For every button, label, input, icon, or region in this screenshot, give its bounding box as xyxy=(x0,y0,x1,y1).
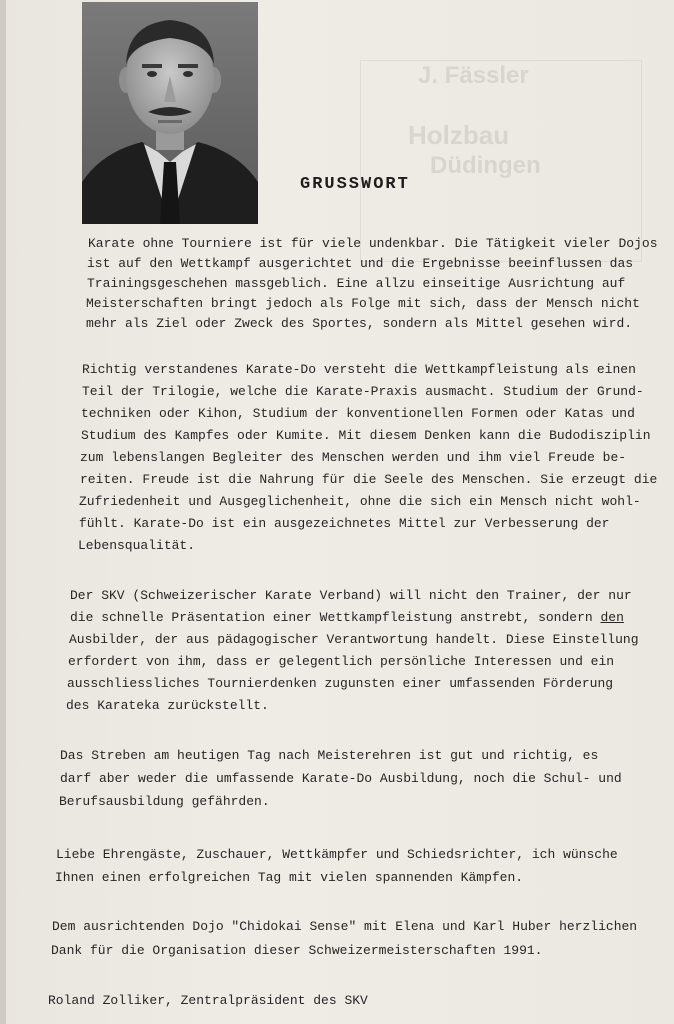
text-line: Der SKV (Schweizerischer Karate Verband) will nicht den Trainer, der nur xyxy=(70,588,632,603)
text-line: ausschliessliches Tournierdenken zugunsten einer umfassenden Förderung xyxy=(67,676,614,691)
text-line: erfordert von ihm, dass er gelegentlich persönliche Interessen und ein xyxy=(68,654,615,669)
text-line: Ausbilder, der aus pädagogischer Verantwortung handelt. Diese Einstellung xyxy=(69,632,639,647)
page-title: GRUSSWORT xyxy=(300,175,410,194)
text-line: Lebensqualität. xyxy=(78,538,196,553)
text-line: Ihnen einen erfolgreichen Tag mit vielen spannenden Kämpfen. xyxy=(55,870,524,885)
bleed-text-1: J. Fässler xyxy=(418,62,529,89)
text-line xyxy=(70,610,624,626)
text-line: Studium des Kampfes oder Kumite. Mit diesem Denken kann die Budodisziplin xyxy=(81,428,651,443)
text-line: reiten. Freude ist die Nahrung für die Seele des Menschen. Sie erzeugt die xyxy=(80,472,658,487)
text-segment: die schnelle Präsentation einer Wettkampfleistung anstrebt, sondern xyxy=(70,610,601,625)
text-line: Trainingsgeschehen massgeblich. Eine allzu einseitige Ausrichtung auf xyxy=(87,276,626,291)
text-line: zum lebenslangen Begleiter des Menschen werden und ihm viel Freude be- xyxy=(80,450,627,465)
text-line: Karate ohne Tourniere ist für viele undenkbar. Die Tätigkeit vieler Dojos xyxy=(88,236,658,251)
text-line: Dank für die Organisation dieser Schweizermeisterschaften 1991. xyxy=(51,943,543,958)
text-line: Liebe Ehrengäste, Zuschauer, Wettkämpfer und Schiedsrichter, ich wünsche xyxy=(56,847,618,862)
text-line: techniken oder Kihon, Studium der konventionellen Formen oder Katas und xyxy=(81,406,635,421)
text-line: ist auf den Wettkampf ausgerichtet und die Ergebnisse beeinflussen das xyxy=(87,256,634,271)
bleed-text-3: Düdingen xyxy=(430,152,541,179)
text-line: Meisterschaften bringt jedoch als Folge mit sich, dass der Mensch nicht xyxy=(86,296,640,311)
text-line: Teil der Trilogie, welche die Karate-Praxis ausmacht. Studium der Grund- xyxy=(82,384,644,399)
text-line: des Karateka zurückstellt. xyxy=(66,698,269,713)
text-line: darf aber weder die umfassende Karate-Do Ausbildung, noch die Schul- und xyxy=(60,771,622,786)
underlined-word: den xyxy=(600,610,624,625)
text-line: Berufsausbildung gefährden. xyxy=(59,794,270,809)
text-line: Das Streben am heutigen Tag nach Meisterehren ist gut und richtig, es xyxy=(60,748,599,763)
signature-line: Roland Zolliker, Zentralpräsident des SKV xyxy=(48,993,368,1008)
text-line: Zufriedenheit und Ausgeglichenheit, ohne die sich ein Mensch nicht wohl- xyxy=(79,494,641,509)
text-line: mehr als Ziel oder Zweck des Sportes, sondern als Mittel gesehen wird. xyxy=(86,316,633,331)
text-line: fühlt. Karate-Do ist ein ausgezeichnetes Mittel zur Verbesserung der xyxy=(79,516,610,531)
bleed-text-2: Holzbau xyxy=(408,120,510,150)
text-line: Dem ausrichtenden Dojo "Chidokai Sense" mit Elena und Karl Huber herzlichen xyxy=(52,919,638,934)
text-line: Richtig verstandenes Karate-Do versteht die Wettkampfleistung als einen xyxy=(82,362,636,377)
